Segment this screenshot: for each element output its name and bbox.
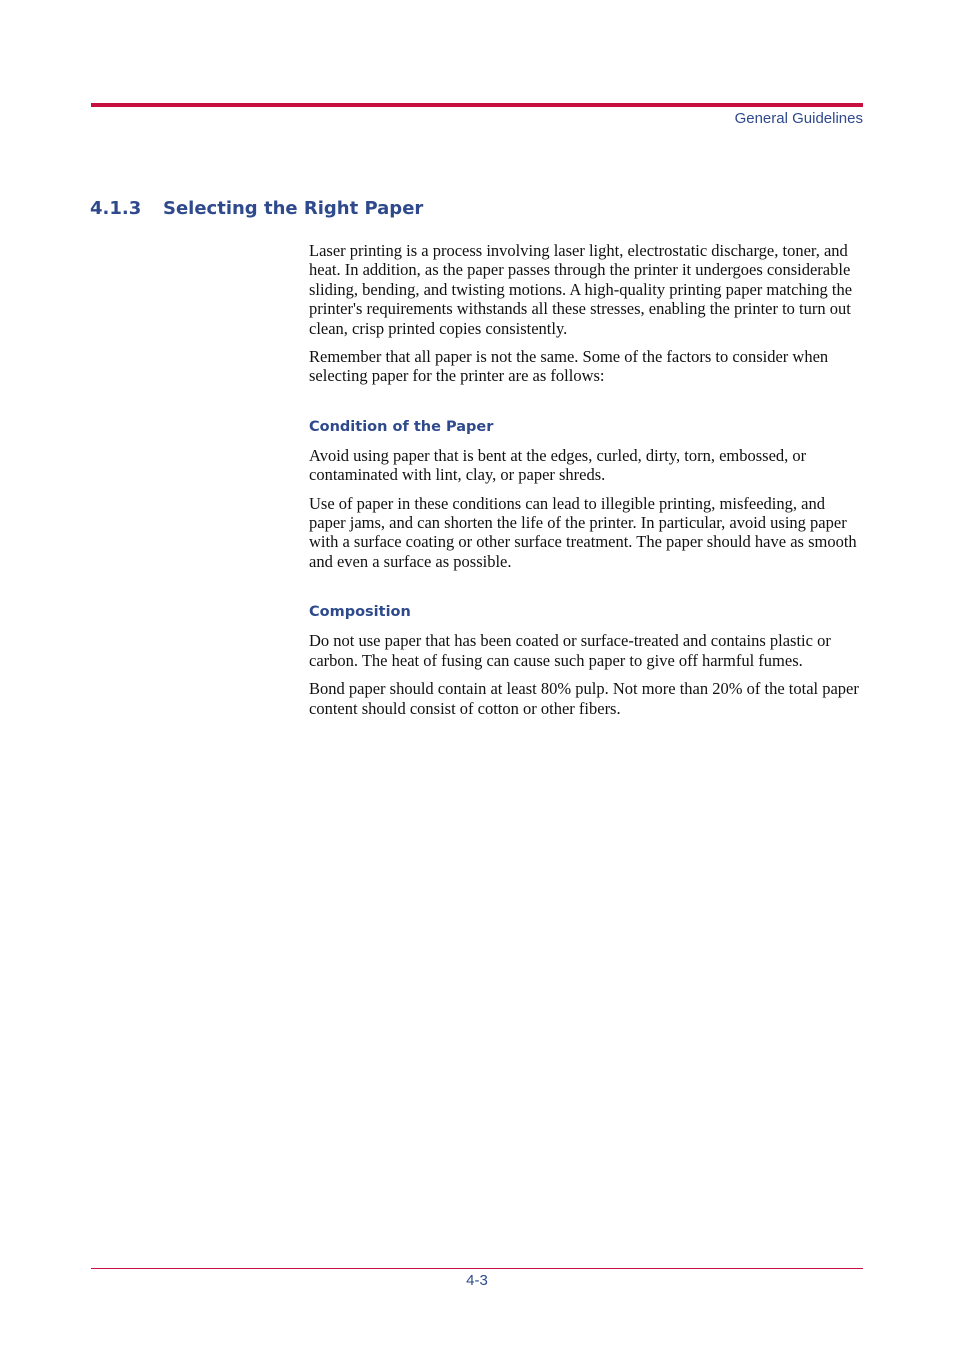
composition-paragraph: Do not use paper that has been coated or surface-treated and contains plastic or carbon. The heat of fusing can cause such paper to give off harmful fumes. <box>309 631 831 670</box>
section-heading <box>90 198 423 219</box>
subsection-heading-condition: Condition of the Paper <box>309 418 494 435</box>
section-title: Selecting the Right Paper <box>163 198 424 219</box>
footer-rule <box>91 1268 863 1269</box>
header-rule <box>91 103 863 107</box>
condition-paragraph: Avoid using paper that is bent at the edges, curled, dirty, torn, embossed, or contaminated with lint, clay, or paper shreds. <box>309 445 807 485</box>
intro-paragraph: Laser printing is a process involving laser light, electrostatic discharge, toner, and heat. In addition, as the paper passes through the printer it undergoes considerable sliding, bending, and twisting motions. A high-quality printing paper matching the printer's requirements withstands all these stresses, enabling the printer to turn out clean, crisp printed copies consistently. <box>309 241 853 338</box>
page-number: 4-3 <box>466 1272 488 1289</box>
section-number: 4.1.3 <box>90 198 142 219</box>
composition-paragraph: Bond paper should contain at least 80% pulp. Not more than 20% of the total paper content should consist of cotton or other fibers. <box>309 679 859 718</box>
subsection-heading-composition: Composition <box>309 604 411 621</box>
content-body <box>309 241 863 727</box>
running-header: General Guidelines <box>734 110 863 127</box>
condition-paragraph: Use of paper in these conditions can lead to illegible printing, misfeeding, and paper jams, and can shorten the life of the printer. In particular, avoid using paper with a surface coating or other surface treatment. The paper should have as smooth and even a surface as possible. <box>309 493 857 571</box>
intro-paragraph: Remember that all paper is not the same. Some of the factors to consider when selecting paper for the printer are as follows: <box>309 347 829 386</box>
